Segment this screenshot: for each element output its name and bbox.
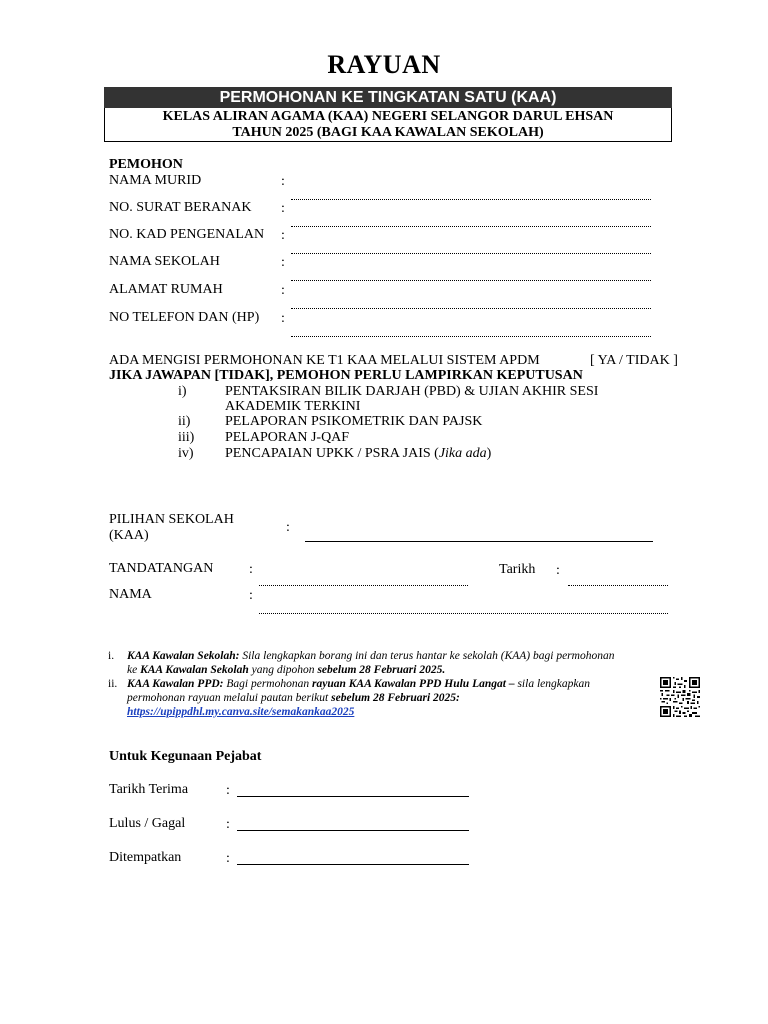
- apdm-note: JIKA JAWAPAN [TIDAK], PEMOHON PERLU LAMPIRKAN KEPUTUSAN: [109, 368, 583, 383]
- note-bold: sebelum 28 Februari 2025:: [331, 692, 460, 704]
- note-text: sila lengkapkan: [514, 678, 590, 690]
- field-colon: :: [286, 520, 290, 535]
- list-item-text: PELAPORAN J-QAF: [225, 430, 350, 445]
- list-item-text-italic: Jika ada: [438, 446, 487, 461]
- header-subtitle: [104, 109, 672, 141]
- note-bold: rayuan KAA Kawalan PPD Hulu Langat –: [311, 678, 515, 690]
- field-colon: :: [281, 255, 285, 270]
- field-label-kad-pengenalan: NO. KAD PENGENALAN: [109, 227, 265, 242]
- signature-label: TANDATANGAN: [109, 561, 214, 576]
- list-item-text: PENTAKSIRAN BILIK DARJAH (PBD) & UJIAN AKHIR SESI: [225, 384, 599, 399]
- note-num: ii.: [108, 678, 118, 690]
- name-input[interactable]: [259, 613, 668, 614]
- field-colon: :: [226, 783, 230, 798]
- field-label-telefon: NO TELEFON DAN (HP): [109, 310, 260, 325]
- signature-input[interactable]: [259, 585, 468, 586]
- list-item-text-main: PENCAPAIAN UPKK / PSRA JAIS (: [225, 446, 439, 461]
- alamat-rumah-input[interactable]: [291, 308, 651, 309]
- name-label: NAMA: [109, 587, 152, 602]
- note-bold: KAA Kawalan Sekolah:: [127, 650, 240, 662]
- kad-pengenalan-input[interactable]: [291, 253, 651, 254]
- field-colon: :: [281, 228, 285, 243]
- nama-murid-input[interactable]: [291, 199, 651, 200]
- lulus-gagal-input[interactable]: [237, 830, 469, 831]
- office-heading: Untuk Kegunaan Pejabat: [109, 749, 262, 764]
- field-colon: :: [281, 201, 285, 216]
- note-text: Bagi permohonan: [223, 678, 312, 690]
- tarikh-terima-input[interactable]: [237, 796, 469, 797]
- date-label: Tarikh: [499, 562, 536, 577]
- note-text: Sila lengkapkan borang ini dan terus hantar ke sekolah (KAA) bagi permohonan: [239, 650, 615, 662]
- header-line-1: KELAS ALIRAN AGAMA (KAA) NEGERI SELANGOR DARUL EHSAN: [162, 109, 614, 124]
- list-item-num: i): [178, 384, 187, 399]
- ditempatkan-input[interactable]: [237, 864, 469, 865]
- field-label-nama-sekolah: NAMA SEKOLAH: [109, 254, 220, 269]
- field-label-alamat-rumah: ALAMAT RUMAH: [109, 282, 223, 297]
- office-label-ditempatkan: Ditempatkan: [109, 850, 182, 865]
- page-title: RAYUAN: [327, 50, 441, 79]
- field-colon: :: [281, 283, 285, 298]
- date-input[interactable]: [568, 585, 668, 586]
- applicant-heading: PEMOHON: [109, 157, 183, 172]
- nama-sekolah-input[interactable]: [291, 280, 651, 281]
- note-text: yang dipohon: [248, 664, 318, 676]
- list-item-text: PELAPORAN PSIKOMETRIK DAN PAJSK: [225, 414, 483, 429]
- qr-code-icon: [660, 677, 700, 717]
- field-label-surat-beranak: NO. SURAT BERANAK: [109, 200, 252, 215]
- list-item-text: [225, 446, 491, 462]
- note-text: permohonan rayuan melalui pautan berikut: [127, 692, 332, 704]
- note-text: ke: [127, 664, 141, 676]
- field-colon: :: [249, 562, 253, 577]
- canva-link[interactable]: https://upippdhl.my.canva.site/semakankaa2025: [127, 706, 355, 718]
- field-label-nama-murid: NAMA MURID: [109, 173, 202, 188]
- note-bold: KAA Kawalan PPD:: [127, 678, 224, 690]
- field-colon: :: [226, 817, 230, 832]
- header-bar: PERMOHONAN KE TINGKATAN SATU (KAA): [104, 87, 672, 108]
- field-colon: :: [281, 174, 285, 189]
- choice-label: PILIHAN SEKOLAH: [109, 512, 234, 527]
- telefon-input[interactable]: [291, 336, 651, 337]
- field-colon: :: [249, 588, 253, 603]
- list-item-text-tail: ): [486, 446, 492, 461]
- school-choice-input[interactable]: [305, 541, 653, 542]
- field-colon: :: [556, 563, 560, 578]
- surat-beranak-input[interactable]: [291, 226, 651, 227]
- choice-label-sub: (KAA): [109, 528, 149, 543]
- office-label-tarikh-terima: Tarikh Terima: [109, 782, 189, 797]
- field-colon: :: [226, 851, 230, 866]
- office-label-lulus-gagal: Lulus / Gagal: [109, 816, 186, 831]
- note-bold: KAA Kawalan Sekolah: [140, 664, 249, 676]
- note-bold: sebelum 28 Februari 2025.: [317, 664, 446, 676]
- apdm-choice[interactable]: [ YA / TIDAK ]: [590, 353, 678, 368]
- note-ppd: [127, 677, 657, 719]
- note-num: i.: [108, 650, 115, 662]
- header-line-2: TAHUN 2025 (BAGI KAA KAWALAN SEKOLAH): [232, 125, 544, 140]
- apdm-question: ADA MENGISI PERMOHONAN KE T1 KAA MELALUI SISTEM APDM: [109, 353, 540, 368]
- field-colon: :: [281, 311, 285, 326]
- list-item-num: ii): [178, 414, 191, 429]
- list-item-text: AKADEMIK TERKINI: [225, 399, 361, 414]
- list-item-num: iv): [178, 446, 194, 461]
- note-school: [127, 649, 687, 677]
- list-item-num: iii): [178, 430, 195, 445]
